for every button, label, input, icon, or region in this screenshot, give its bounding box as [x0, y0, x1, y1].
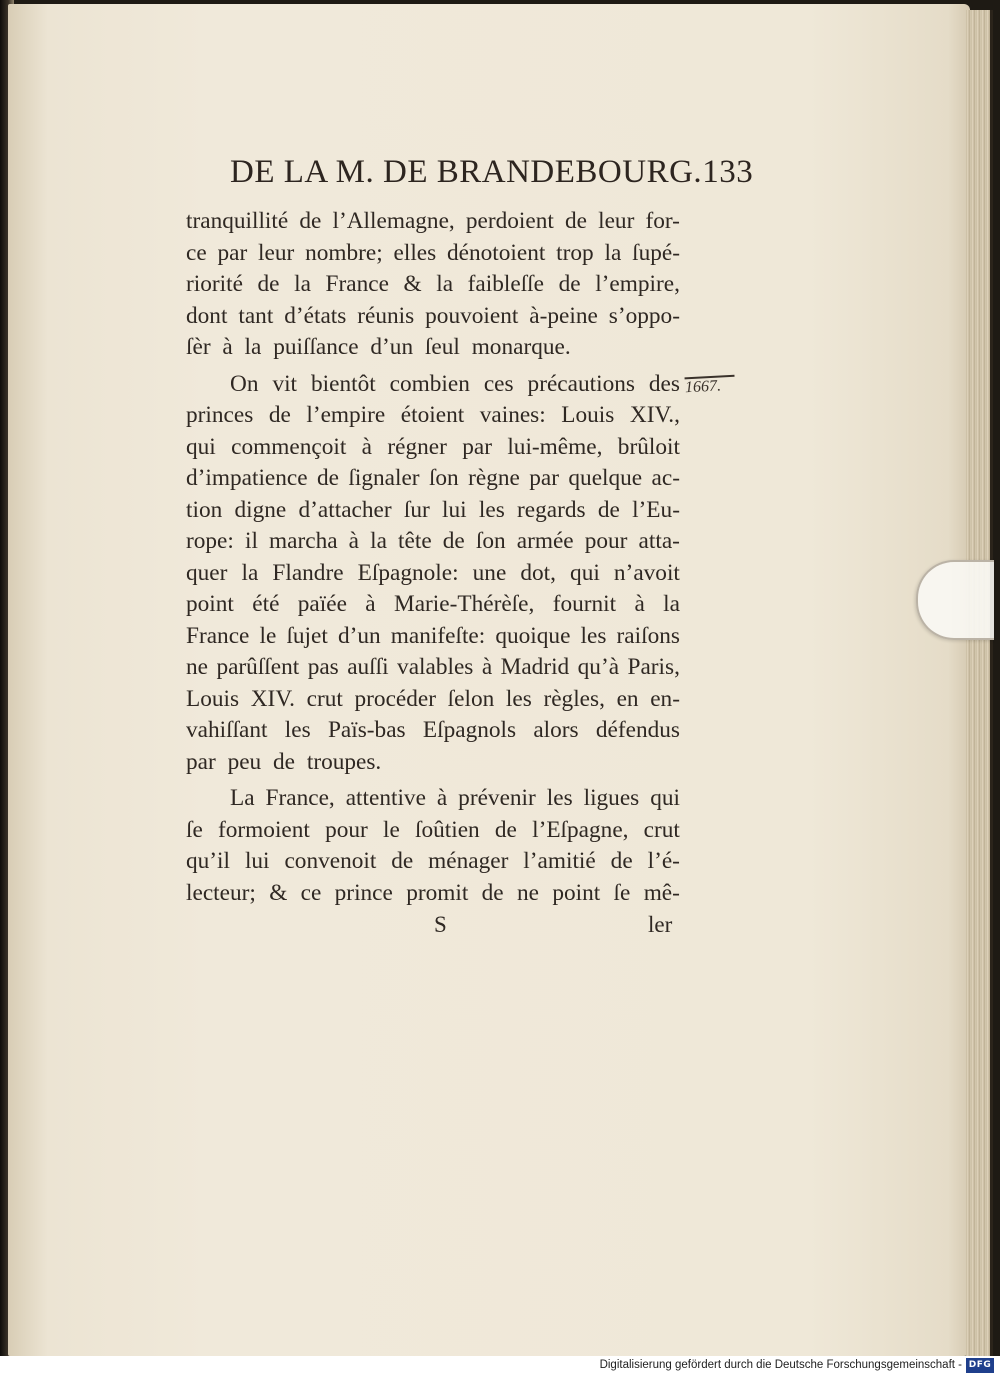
text-line: dont tant d’états réunis pouvoient à-peine s’oppo-: [186, 302, 680, 329]
text-line: riorité de la France & la faibleſſe de l’empire,: [186, 271, 680, 297]
page-body-text: [186, 206, 680, 909]
text-line: La France, attentive à prévenir les ligues qui: [230, 785, 680, 811]
text-line: ſèr à la puiſſance d’un ſeul monarque.: [186, 334, 571, 360]
text-line: On vit bientôt combien ces précautions des: [230, 370, 680, 397]
margin-year-note: 1667.: [685, 375, 736, 398]
page-number: 133: [702, 154, 754, 190]
text-line: tranquillité de l’Allemagne, perdoient de leur for-: [186, 208, 680, 234]
text-line: vahiſſant les Païs-bas Eſpagnols alors défendus: [186, 717, 680, 743]
text-line: par peu de troupes.: [186, 748, 382, 775]
page-stack-edge: [966, 10, 993, 1356]
book-page: [8, 4, 970, 1356]
text-line: quer la Flandre Eſpagnole: une dot, qui n’avoit: [186, 559, 680, 586]
text-line: ce par leur nombre; elles dénotoient trop la ſupé-: [186, 239, 680, 266]
text-line: point été païée à Marie-Thérèſe, fournit à la: [186, 591, 680, 617]
text-line: qu’il lui convenoit de ménager l’amitié de l’é-: [186, 848, 680, 874]
catchword: ler: [648, 912, 673, 937]
text-line: princes de l’empire étoient vaines: Louis XIV.,: [186, 402, 680, 428]
text-line: qui commençoit à régner par lui-même, brûloit: [186, 433, 680, 460]
text-line: tion digne d’attacher ſur lui les regards de l’Eu-: [186, 496, 680, 523]
page-clip: [916, 560, 994, 640]
running-head-title: DE LA M. DE BRANDEBOURG.: [230, 154, 703, 190]
signature-mark: S: [434, 912, 447, 937]
running-head: [230, 154, 754, 191]
dfg-logo: DFG: [966, 1358, 994, 1373]
digitization-footer: [0, 1356, 1000, 1376]
text-line: d’impatience de ſignaler ſon règne par quelque ac-: [186, 465, 680, 491]
funding-credit: Digitalisierung gefördert durch die Deutsche Forschungsgemeinschaft -: [599, 1359, 962, 1371]
text-line: ſe formoient pour le ſoûtien de l’Eſpagne, crut: [186, 816, 680, 843]
text-line: Louis XIV. crut procéder ſelon les règles, en en-: [186, 685, 680, 712]
text-line: lecteur; & ce prince promit de ne point ſe mê-: [186, 879, 680, 906]
text-line: ne parûſſent pas auſſi valables à Madrid qu’à Paris,: [186, 654, 680, 680]
text-line: rope: il marcha à la tête de ſon armée pour atta-: [186, 528, 680, 554]
text-line: France le ſujet d’un manifeſte: quoique les raiſons: [186, 622, 680, 649]
